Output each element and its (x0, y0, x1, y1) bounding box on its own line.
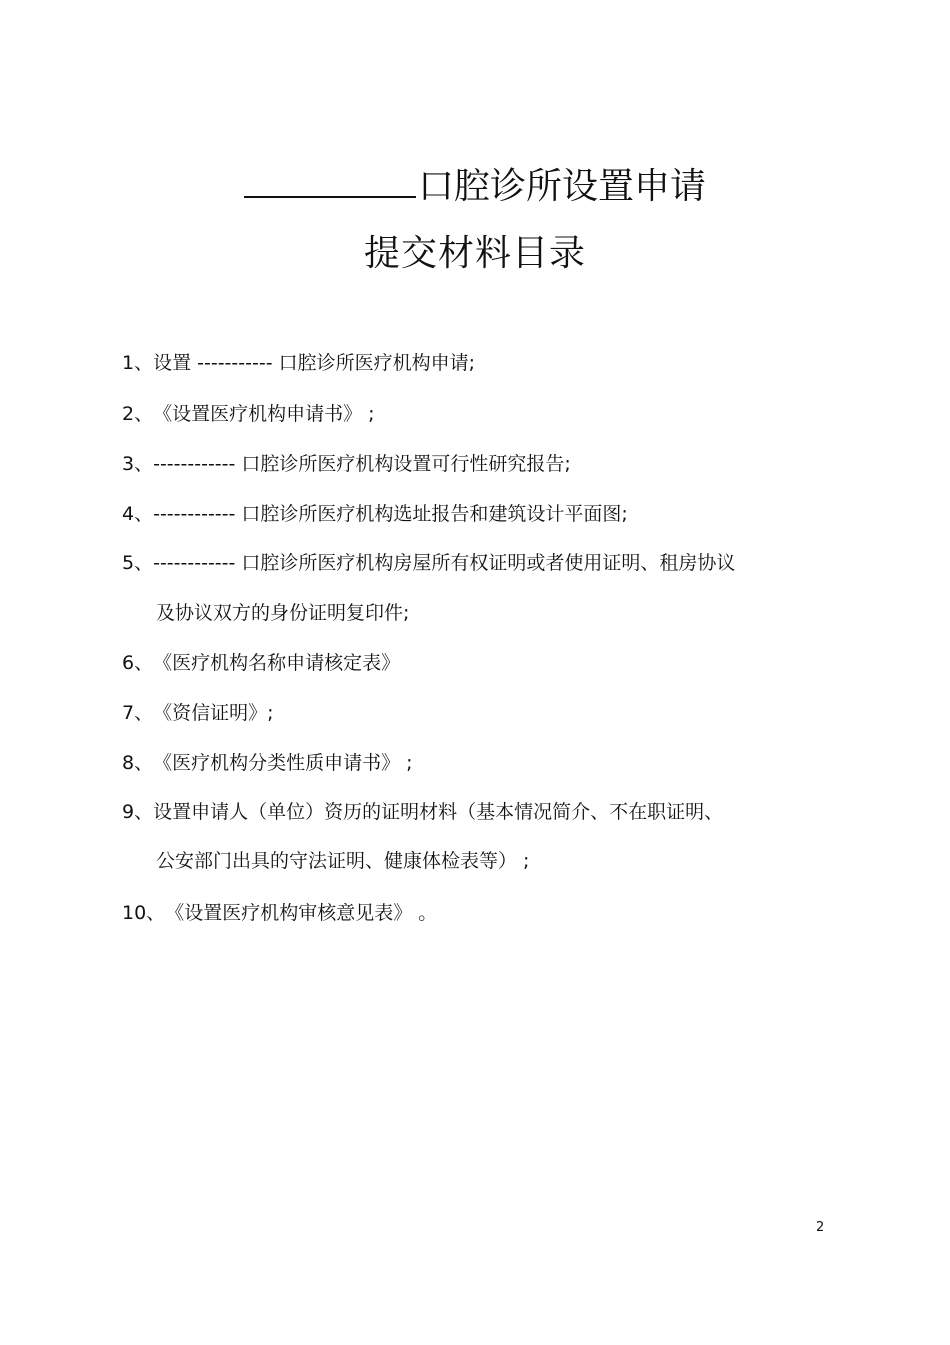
list-item-text: ------------ 口腔诊所医疗机构房屋所有权证明或者使用证明、租房协议 (153, 552, 736, 574)
list-item-number: 8、 (122, 752, 154, 774)
list-item-continuation: 及协议双方的身份证明复印件; (156, 602, 410, 624)
list-item-number: 7、 (122, 702, 154, 724)
list-item-text: ------------ 口腔诊所医疗机构设置可行性研究报告; (153, 453, 571, 475)
document-title-line-1 (0, 158, 950, 208)
list-item (122, 650, 400, 676)
list-item (122, 401, 375, 427)
title-blank-underline (244, 158, 416, 198)
list-item-number: 10、 (122, 902, 166, 924)
document-title-line-2: 提交材料目录 (363, 233, 586, 274)
list-item-text: 设置申请人（单位）资历的证明材料（基本情况简介、不在职证明、 (153, 801, 724, 823)
list-item (122, 550, 735, 576)
list-item-number: 4、 (122, 503, 154, 525)
list-item-text: 《医疗机构名称申请核定表》 (153, 652, 401, 674)
list-item-number: 5、 (122, 552, 154, 574)
page-number: 2 (816, 1220, 825, 1235)
list-item (122, 900, 437, 926)
list-item-number: 1、 (122, 352, 154, 374)
list-item-text: ------------ 口腔诊所医疗机构选址报告和建筑设计平面图; (153, 503, 628, 525)
list-item (122, 350, 475, 376)
list-item-text: 《医疗机构分类性质申请书》 ; (153, 752, 413, 774)
list-item (122, 799, 723, 825)
list-item (122, 451, 571, 477)
list-item-text: 《设置医疗机构申请书》 ; (153, 403, 375, 425)
list-item-text: 设置 ----------- 口腔诊所医疗机构申请; (153, 352, 475, 374)
list-item-number: 9、 (122, 801, 154, 823)
list-item (122, 501, 628, 527)
list-item (122, 700, 274, 726)
list-item-number: 3、 (122, 453, 154, 475)
title-text-1: 口腔诊所设置申请 (417, 166, 706, 207)
list-item-text: 《设置医疗机构审核意见表》 。 (165, 902, 438, 924)
list-item-number: 2、 (122, 403, 154, 425)
list-item (122, 750, 413, 776)
list-item-continuation: 公安部门出具的守法证明、健康体检表等） ; (156, 850, 530, 872)
list-item-text: 《资信证明》; (153, 702, 274, 724)
list-item-number: 6、 (122, 652, 154, 674)
